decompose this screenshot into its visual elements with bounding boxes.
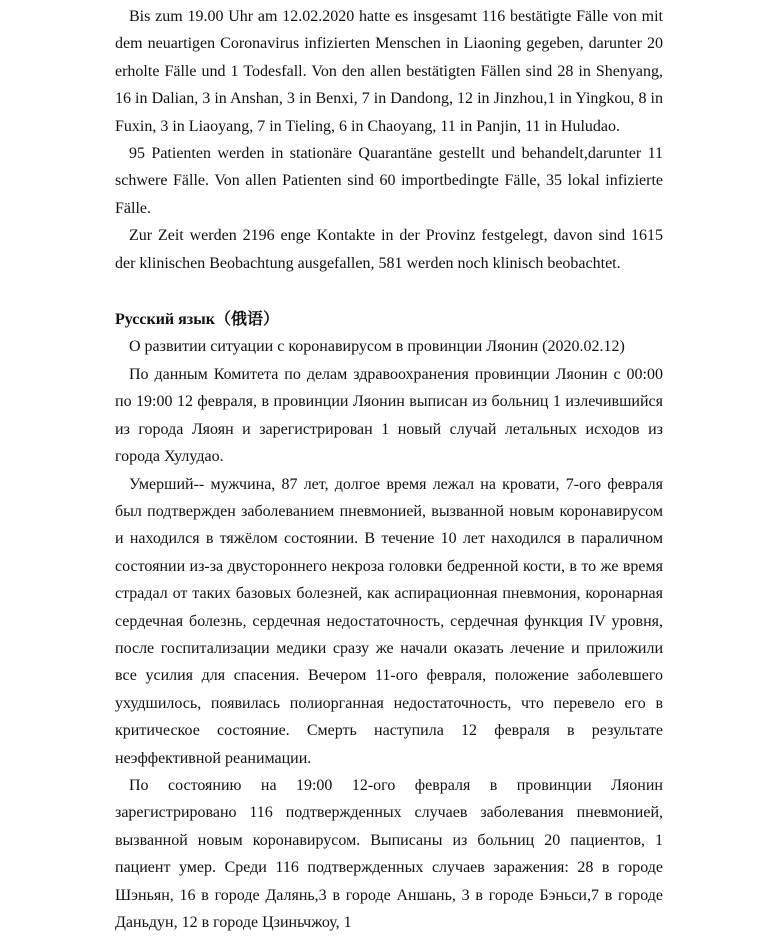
german-paragraph-1: Bis zum 19.00 Uhr am 12.02.2020 hatte es insgesamt 116 bestätigte Fälle von mit dem neuartigen Coronavirus infizierten Menschen in Liaoning gegeben, darunter 20 erholte Fälle und 1 Todesfall. Von den allen bestätigten Fällen sind 28 in Shenyang, 16 in Dalian, 3 in Anshan, 3 in Benxi, 7 in Dandong, 12 in Jinzhou,1 in Yingkou, 8 in Fuxin, 3 in Liaoyang, 7 in Tieling, 6 in Chaoyang, 11 in Panjin, 11 in Huludao. bbox=[115, 8, 663, 135]
document-page bbox=[115, 3, 663, 936]
russian-paragraph-2: Умерший-- мужчина, 87 лет, долгое время лежал на кровати, 7-ого февраля был подтвержден заболеванием пневмонией, вызванной новым коронавирусом и находился в тяжёлом состоянии. В течение 10 лет находился в параличном состоянии из-за двустороннего некроза головки бедренной кости, в то же время страдал от таких базовых болезней, как аспирационная пневмония, коронарная сердечная болезнь, сердечная недостаточность, сердечная функция IV уровня, после госпитализации медики сразу же начали оказать лечение и приложили все усилия для спасения. Вечером 11-ого февраля, положение заболевшего ухудшилось, появилась полиорганная недостаточность, что перевело его в критическое состояние. Смерть наступила 12 февраля в результате неэффективной реанимации. bbox=[115, 475, 663, 767]
russian-section-heading: Русский язык（俄语） bbox=[115, 311, 279, 329]
section-spacer bbox=[115, 277, 663, 306]
russian-subtitle: О развитии ситуации с коронавирусом в провинции Ляонин (2020.02.12) bbox=[129, 338, 625, 356]
german-paragraph-2: 95 Patienten werden in stationäre Quarantäne gestellt und behandelt,darunter 11 schwere Fälle. Von allen Patienten sind 60 importbedingte Fälle, 35 lokal infizierte Fälle. bbox=[115, 145, 663, 217]
russian-paragraph-3: По состоянию на 19:00 12-ого февраля в провинции Ляонин зарегистрировано 116 подтвержденных случаев заболевания пневмонией, вызванной новым коронавирусом. Выписаны из больниц 20 пациентов, 1 пациент умер. Среди 116 подтвержденных случаев заражения: 28 в городе Шэньян, 16 в городе Далянь,3 в городе Аншань, 3 в городе Бэньси,7 в городе Даньдун, 12 в городе Цзиньчжоу, 1 bbox=[115, 776, 663, 931]
german-paragraph-3: Zur Zeit werden 2196 enge Kontakte in der Provinz festgelegt, davon sind 1615 der klinischen Beobachtung ausgefallen, 581 werden noch klinisch beobachtet. bbox=[115, 227, 663, 272]
russian-paragraph-1: По данным Комитета по делам здравоохранения провинции Ляонин с 00:00 по 19:00 12 февраля, в провинции Ляонин выписан из больниц 1 излечившийся из города Ляоян и зарегистрирован 1 новый случай летальных исходов из города Хулудао. bbox=[115, 365, 663, 466]
